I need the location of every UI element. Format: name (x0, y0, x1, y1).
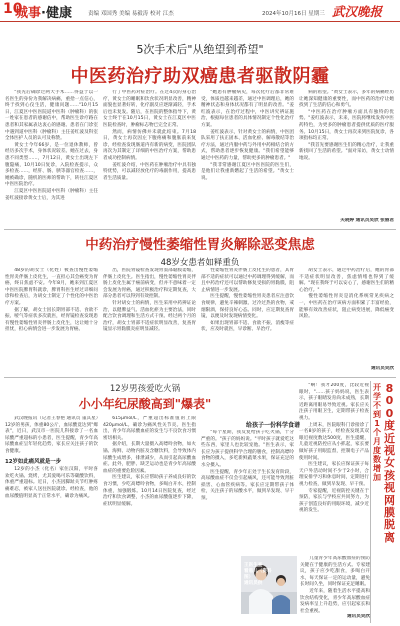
article1-paragraph: 行了中医药对症治疗。在过4次的身心治疗，黄女士的睡眠和饮食状况明显改善，精神面貌也显著好转，化疗副反应逐渐减轻，手术后也未复发。随后，在医院的整体指导下，黄女士终于在10月15日，黄女士在江夏区中医医院检查时，肿瘤标志物已完全正常。 (103, 90, 196, 128)
article3-paragraph: "每个星期，我反复给孩子吃火锅，十分严重的。"孩子的妈妈说。"平时孩子就爱吃这些东西，家里人也比较宠他。"医生表示，家长应为孩子提供科学合理的膳食，控制高嘌呤食物的摄入，多吃新鲜蔬菜水果，保证充足的水分摄入。 (201, 430, 294, 468)
divider (4, 377, 396, 378)
article1-title: 中医药治疗助双癌患者驱散阴霾 (70, 66, 330, 87)
editors-line: 责编 邓国秀 美编 易毅涛 校对 江杰 (88, 11, 174, 17)
article3-paragraph: 上周末，医院眼科门诊接诊了一名8岁的孩子，经检查发现其双眼近视度数达500度，医生提醒，儿童近视防控应从小抓起，家长要做好孩子用眼监督，控制电子产品使用时间。 (299, 422, 369, 461)
article3-paragraph: 专家提醒，近视防控关键在于预防，家长与学校应共同努力，为孩子创造良好的用眼环境，减少近视的发生。 (299, 488, 369, 514)
article2-column-3 (201, 268, 294, 374)
article3-paragraph: "啊！我才200度，比较近视眼时，"……孩子妈妈说，医生表示，孩子眼睛发育尚未成熟，长期近距离用眼易导致近视。家长应关注孩子用眼卫生，定期带孩子检查视力。 (299, 383, 369, 421)
article3-paragraph: 据介绍，长期大量摄入高嘌呤食物，如火锅、海鲜、动物内脏及含糖饮料，会导致体内尿酸生成增多，排泄减少，从而引起高尿酸血症。此外，肥胖、缺乏运动也是青少年高尿酸血症的重要危险因素。 (103, 442, 196, 474)
sidebar-headline-line-2: 800度近视女孩视网膜脱离 (384, 382, 395, 544)
article1-paragraph: 姜红波介绍，中医药在肿瘤治疗中具有独特优势，可以减轻放化疗的毒副作用，提高患者生活质量。 (103, 162, 196, 181)
article1-paragraph: 江夏区中医医院道中医科（肿瘤科）主任姜红波接诊黄女士后，为其进 (5, 188, 98, 201)
article3-column-2 (103, 416, 196, 621)
newspaper-logo: 武汉晚报 (332, 4, 383, 19)
article1-paragraph: "我非常感谢江夏区中医医院的医生们，是他们让我重新燃起了生活的希望。"黄女士说。 (201, 162, 294, 181)
article3-paragraph: 615μmol/L，严重超出标准值的上限420μmol/L。确诊为痛风性关节炎。医生指出，青少年高尿酸血症的发生与不良饮食习惯密切相关。 (103, 416, 196, 441)
article1-paragraph: "她患有肿瘤病史，每次化疗后都非常难受，体质也越来越差，通过中医调理后，她的精神状态和身体状况都有了明显的改善。"姜红波表示，在治疗过程中，中医讲究辨证施治，根据每位患者的具体情况制定个性化治疗方案。 (201, 90, 294, 128)
photo-caption-line: 通讯员供 (244, 581, 263, 586)
article1-column-1 (5, 90, 98, 228)
article2-title: 中药治疗慢性萎缩性胃炎解除恶变焦虑 (85, 237, 315, 253)
article1-column-3 (201, 90, 294, 228)
article1-column-2 (103, 90, 196, 228)
article3-column-1 (5, 416, 98, 621)
photo-caption (244, 563, 294, 587)
photo-caption-line: 王医生查 (244, 563, 263, 568)
article3-column-3 (201, 430, 294, 552)
article2-column-2 (103, 268, 196, 374)
article3-column-heading: 给孩子一份科学食谱 (245, 422, 300, 429)
article2-paragraph: 胡女士表示，通过中药治疗后，她的胃部不适症状明显改善，焦虑情绪也得到了缓解。"现在我终于可以安心了，感谢医生们的精心治疗。" (299, 268, 394, 293)
photo-caption-line: 看患儿（资料 (244, 569, 272, 574)
page-header (0, 0, 400, 22)
article2-paragraph: 出，医院胃镜检查发现胃窦部黏膜萎缩，伴肠上皮化生。医生指出，慢性萎缩性胃炎伴肠上皮化生属于癌前病变，但并不意味着一定会发展为胃癌，通过积极治疗和定期复查，大部分患者可以得到有效控制。 (103, 268, 196, 300)
article2-paragraph: 如果出现胃部不适、食欲不振、消瘦等症状，应及时就医，早诊断、早治疗。 (201, 320, 294, 333)
page-number: 10 (3, 1, 23, 17)
article1-paragraph: "中医药在治疗肿瘤方面具有独特的优势。"姜红波表示，未来，医院将继续发挥中医药特色，为更多的肿瘤患者提供优质的医疗服务。10月15日，黄女士再次来到医院复诊，各项指标均正常。 (299, 109, 394, 142)
article3-subheading: 12岁如此痛风就是一步 (5, 458, 62, 465)
article1-paragraph: 然而，病情仿佛并未就此结束。7月18日，黄女士再次因左下腹疼痛和腹胀前来复诊，经检查发现肠道内有新的病变，医院团队再次为其制定了详细的中医治疗方案，帮助患者成功控制病情。 (103, 129, 196, 161)
article3-column-3-continued (300, 556, 370, 622)
article3-paragraph: 医生建议，家长应帮助孩子养成良好的饮食习惯，少吃高嘌呤食物，多喝白开水，控制体重，加强锻炼。10月14日医院复查，经过治疗和饮食调整，小杰的血尿酸值逐步下降，症状明显缓解。 (103, 475, 196, 507)
article2-subtitle: 48岁女患者如释重负 (160, 258, 240, 268)
article1-paragraph: "我首先要感谢医生们的精心治疗，让我重新找回了生活的希望。"面对采访，黄女士动情地说。 (299, 142, 394, 161)
article2-paragraph: 针对胡女士的病情，医生采用中药辨证论治，以健脾益气、活血化瘀为主要治法，同时配合饮食调理和生活方式干预。经过两个月的治疗，胡女士胃部不适症状明显改善，复查胃镜显示胃黏膜炎症明显减轻。 (103, 300, 196, 333)
article1-paragraph: 黄女士今年66岁，是一位退休教师，曾经历多次手术，身体状况较差。她在过去，身患不同类型……，7月12日，黄女士出现左下腹隐痛，10月10日复诊，入院检查提示，众多检查……，经肝、肠、胰等器官检查……，她被确诊，随机的医师的帮助下，转往江夏区中医医院治疗。 (5, 142, 98, 188)
article2-paragraph: 医生提醒，慢性萎缩性胃炎患者应注意饮食规律，避免辛辣刺激、过冷过热的食物，戒烟限酒，保持良好心态。同时，应定期复查胃镜，以便及时发现病情变化。 (201, 294, 294, 320)
article3-subtitle: 12岁男孩爱吃火锅 (109, 384, 181, 394)
section-separator: · (41, 6, 46, 21)
article1-paragraph: 病的希望。"黄女士表示，多年的病痛经历让她深知健康的重要性，而中医药的治疗让她找到了生活的信心和勇气。 (299, 90, 394, 109)
article2-column-4 (299, 268, 394, 366)
article2-paragraph: 慢性萎缩性胃炎是消化系统常见疾病之一，中医药在治疗该病方面积累了丰富经验，能够有效改善症状，阻止病变进展，降低癌变风险。 (299, 294, 394, 320)
article3-title: 小小年纪尿酸高到"爆表" (78, 397, 212, 411)
article1-author: 关晓婷 通讯员吴欣 张丽君 (340, 218, 394, 223)
divider (370, 381, 371, 623)
section-subname: 健康 (45, 6, 72, 21)
divider (4, 229, 396, 230)
article2-paragraph: 据了解，胡女士因长期胃部不适、食欲不振、嗳气等症状多次就医，经胃镜检查发现患有慢性萎缩性胃炎伴肠上皮化生，这让她十分担忧，担心病情会进一步发展为胃癌。 (5, 307, 98, 333)
issue-date: 2024年10月16日 星期三 (262, 11, 325, 17)
article3-paragraph: 医生提醒，青少年正处于生长发育阶段，高尿酸血症不仅会引起痛风，还可能导致肾脏损害、心血管疾病等。家长应定期带孩子体检，关注孩子的尿酸水平，做到早发现、早干预。 (201, 469, 294, 501)
article3-author: 通讯员吴欣 (347, 614, 370, 619)
article2-column-1 (5, 268, 98, 374)
section-title (15, 2, 72, 21)
article3-paragraph: 近年来，随着生活水平提高和饮食结构变化，青少年高尿酸血症发病率呈上升趋势，应引起家长和社会重视。 (300, 588, 370, 614)
photo-caption-line: 图） (244, 575, 254, 580)
article3-paragraph: 12岁的小杰（化名）家住汉阳，平时喜欢吃火锅、烧烤，尤其爱喝可乐等碳酸饮料，体重严重超标。近日，小杰因脚趾关节红肿疼痛难忍，被家人送往医院就诊。经检查，他的血尿酸值明显高于正常水平，确诊为痛风。 (5, 467, 98, 499)
article1-paragraph: 姜红波表示，针对黄女士的病情，中医团队采用了扶正固本、活血化瘀、解毒散结等治疗方法，通过内服中药与外用中药相结合的方式，帮助患者逐步恢复健康。"我们希望能够通过中医药的力量，帮助更多的肿瘤患者。" (201, 129, 294, 161)
article1-column-4 (299, 90, 394, 216)
article3-paragraph: 武汉晚报讯（记者王春艳 通讯员 董其星）12岁的男孩，体重80公斤，血尿酸竟达到"爆表"，近日，武汉市一医院儿科接诊了一名血尿酸严重超标的小患者，医生提醒，青少年高尿酸血症呈年轻化趋势，家长应关注孩子的饮食健康。 (5, 416, 98, 454)
article1-paragraph: "我先后确诊过两大手术……得益于以一名医生的身份为我解决病痛，重拾一点信心，终于找到心仪生活，健康问题……"10月15日，江夏区中医医院道中医科（肿瘤科）的张一姓家在患者的感谢信中，帮助医生诊疗路在患者和其家属表达衷心的感谢。患者在门诊室中遇到道中医科（肿瘤科）主任姜红波及科室全体医护人员的认可及称赞。 (5, 90, 98, 142)
article2-paragraph: 48岁的胡女士（化姓）被查出慢性萎缩性胃炎伴肠上皮化生，一直担心其会癌变为胃癌，终日焦虑不安。今年8月，她来到江夏区中医医院脾胃科就诊，脾胃科医生经过详细问诊和检查后，为胡女士制定了个性化的中医治疗方案。 (5, 268, 98, 306)
article2-author: 通讯员吴欣 (371, 366, 394, 371)
sidebar-headline (372, 383, 396, 626)
article3-paragraph: 儿童青少年高尿酸血症的预防关键在于健康的生活方式。专家建议，孩子应少吃甜食，多喝白开水，每天保证一定的运动量，避免长时间久坐，同时保证充足睡眠。 (300, 556, 370, 588)
article3-column-4 (299, 383, 369, 549)
article3-paragraph: 医生建议，家长应保证孩子每天户外活动时间不少于2小时，合理安排学习和休息时间，定期进行视力检查，做到早发现、早干预。 (299, 462, 369, 487)
article1-subtitle: 5次手术后"从绝望到希望" (136, 43, 264, 56)
article2-paragraph: 性萎缩性胃炎伴肠上皮化生的患者，其胃部不适的症状可以通过中药调理得到缓解，而且中药治疗还可以帮助修复受损的胃黏膜，阻止病情进一步发展。 (201, 268, 294, 293)
sidebar-headline-line-1: 开学不到1个月度数增加 (373, 383, 381, 482)
section-name: 城事 (15, 6, 42, 21)
